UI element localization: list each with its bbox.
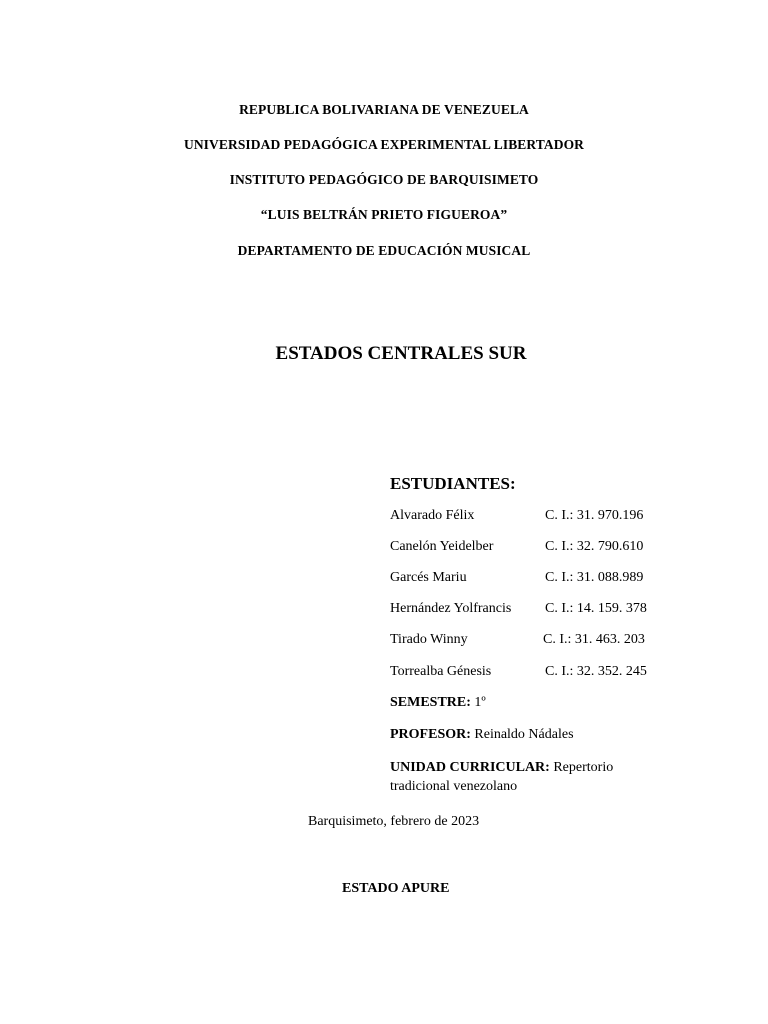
profesor-line [390,727,574,743]
student-id: C. I.: 31. 088.989 [545,570,644,585]
student-name: Alvarado Félix [390,508,475,523]
student-id: C. I.: 32. 790.610 [545,539,644,554]
document-title: ESTADOS CENTRALES SUR [275,343,527,364]
profesor-value: Reinaldo Nádales [474,727,574,742]
student-row [390,632,690,652]
semestre-value: 1º [474,695,486,710]
unidad-curricular-line [390,758,660,796]
student-row [390,570,690,590]
student-name: Garcés Mariu [390,570,467,585]
semestre-line [390,695,486,711]
unidad-curricular-value: Repertorio tradicional venezolano [390,760,614,794]
semestre-label: SEMESTRE: [390,695,471,710]
student-name: Hernández Yolfrancis [390,601,512,616]
student-row [390,539,690,559]
students-heading: ESTUDIANTES: [390,474,516,493]
footer-state: ESTADO APURE [342,881,450,896]
student-name: Tirado Winny [390,632,468,647]
student-id: C. I.: 32. 352. 245 [545,664,647,679]
student-row [390,601,690,621]
student-id: C. I.: 31. 970.196 [545,508,644,523]
profesor-label: PROFESOR: [390,727,471,742]
student-name: Torrealba Génesis [390,664,492,679]
place-date: Barquisimeto, febrero de 2023 [308,814,480,829]
student-id: C. I.: 31. 463. 203 [543,632,645,647]
student-name: Canelón Yeidelber [390,539,494,554]
unidad-curricular-label: UNIDAD CURRICULAR: [390,760,550,775]
header-institute: INSTITUTO PEDAGÓGICO DE BARQUISIMETO [229,172,539,187]
header-institute-name: “LUIS BELTRÁN PRIETO FIGUEROA” [260,207,508,222]
header-university: UNIVERSIDAD PEDAGÓGICA EXPERIMENTAL LIBERTADOR [183,137,585,152]
student-row [390,508,690,528]
student-id: C. I.: 14. 159. 378 [545,601,647,616]
student-row [390,664,690,684]
header-republic: REPUBLICA BOLIVARIANA DE VENEZUELA [239,102,529,117]
header-department: DEPARTAMENTO DE EDUCACIÓN MUSICAL [237,243,531,258]
